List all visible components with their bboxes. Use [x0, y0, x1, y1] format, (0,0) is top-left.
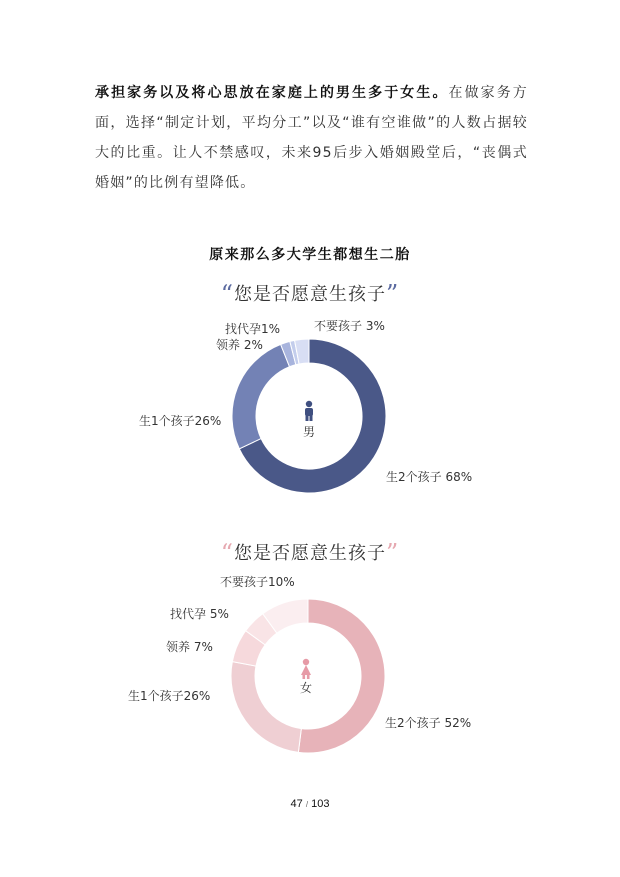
female-title-text: 您是否愿意生孩子 [234, 543, 386, 564]
female-title-quote-open: “ [220, 539, 234, 567]
male-center-label: 男 [302, 425, 316, 439]
male-center [303, 401, 315, 439]
male-label-adopt: 领养 2% [216, 338, 263, 352]
male-figure-icon [305, 401, 313, 421]
page-separator: / [305, 800, 309, 809]
section-title: 原来那么多大学生都想生二胎 [209, 247, 411, 263]
female-slice-one-child [231, 662, 301, 753]
male-label-no-children: 不要孩子 3% [314, 319, 385, 333]
female-title-quote-close: ” [386, 539, 400, 567]
male-title-quote-close: ” [386, 280, 400, 308]
female-center-label: 女 [299, 681, 313, 695]
paragraph-text: 在做家务方面，选择“制定计划，平均分工”以及“谁有空谁做”的人数占据较大的比重。让人不禁感叹，未来95后步入婚姻殿堂后，“丧偶式婚姻”的比例有望降低。 [95, 85, 529, 191]
paragraph-bold-lead: 承担家务以及将心思放在家庭上的男生多于女生。 [95, 85, 449, 101]
male-label-one-child: 生1个孩子26% [139, 414, 222, 428]
female-center [300, 659, 312, 695]
page-current: 47 [290, 798, 303, 810]
female-figure-icon [301, 659, 311, 679]
page-total: 103 [311, 798, 330, 810]
female-label-two-children: 生2个孩子 52% [385, 716, 472, 730]
female-label-one-child: 生1个孩子26% [128, 689, 211, 703]
male-title-quote-open: “ [220, 280, 234, 308]
female-label-no-children: 不要孩子10% [220, 575, 295, 589]
female-label-adopt: 领养 7% [166, 640, 213, 654]
male-label-two-children: 生2个孩子 68% [386, 470, 473, 484]
male-title-text: 您是否愿意生孩子 [234, 284, 386, 305]
male-label-surrogate: 找代孕1% [225, 322, 281, 336]
female-slice-two-children [298, 599, 385, 753]
female-label-surrogate: 找代孕 5% [170, 607, 229, 621]
page-number [0, 798, 620, 810]
male-slice-one-child [232, 344, 289, 448]
